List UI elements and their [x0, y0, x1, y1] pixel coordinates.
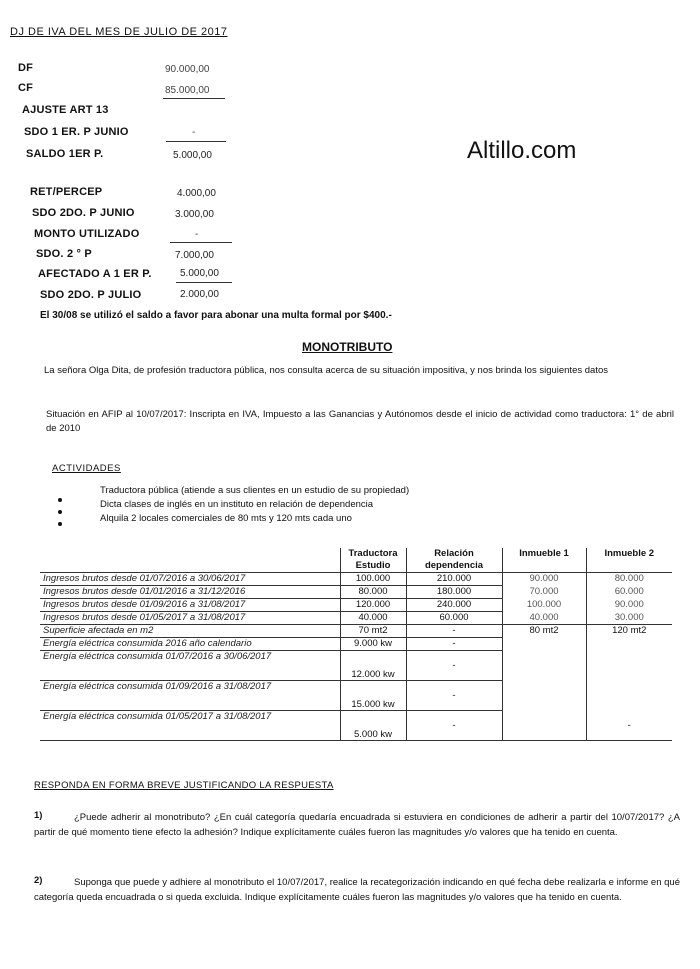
sdo-1er-underline — [166, 141, 226, 142]
multa-note: El 30/08 se utilizó el saldo a favor para abonar una multa formal por $400.- — [40, 310, 392, 321]
watermark-text: Altillo.com — [467, 137, 577, 164]
question-2-number: 2) — [34, 875, 43, 886]
ret-percep-label: RET/PERCEP — [30, 186, 103, 198]
header-relacion: Relación dependencia — [406, 548, 502, 573]
sdo-2do-junio-label: SDO 2DO. P JUNIO — [32, 207, 135, 219]
cf-value: 85.000,00 — [165, 85, 210, 96]
table-row: Energía eléctrica consumida 01/09/2016 a 31/08/2017 15.000 kw - — [40, 681, 672, 711]
ret-percep-value: 4.000,00 — [177, 188, 216, 199]
table-row: Superficie afectada en m2 70 mt2 - 80 mt2 120 mt2 — [40, 625, 672, 638]
sdo-2do-julio-value: 2.000,00 — [180, 289, 219, 300]
table-row: Ingresos brutos desde 01/01/2016 a 31/12/2016 80.000 180.000 70.000 60.000 — [40, 586, 672, 599]
bullet-icon — [58, 498, 62, 502]
section-title: MONOTRIBUTO — [302, 340, 393, 354]
saldo-1er-label: SALDO 1ER P. — [26, 148, 104, 160]
df-value: 90.000,00 — [165, 64, 210, 75]
bullet-icon — [58, 522, 62, 526]
intro-paragraph-2: Situación en AFIP al 10/07/2017: Inscripta en IVA, Impuesto a las Ganancias y Autónomos desde el inicio de actividad como traductora: 1° de abril de 2010 — [46, 409, 674, 434]
cf-underline — [163, 98, 225, 99]
sdo-2do-junio-value: 3.000,00 — [175, 209, 214, 220]
question-1-number: 1) — [34, 810, 43, 821]
df-label: DF — [18, 62, 34, 74]
table-row: Energía eléctrica consumida 01/05/2017 a 31/08/2017 5.000 kw - - — [40, 711, 672, 741]
saldo-1er-value: 5.000,00 — [173, 150, 212, 161]
activities-title: ACTIVIDADES — [52, 463, 121, 474]
monto-utilizado-value: - — [195, 229, 199, 240]
table-row: Ingresos brutos desde 01/09/2016 a 31/08/2017 120.000 240.000 100.000 90.000 — [40, 599, 672, 612]
sdo-2do-julio-label: SDO 2DO. P JULIO — [40, 289, 142, 301]
afectado-label: AFECTADO A 1 ER P. — [38, 268, 152, 280]
ajuste-label: AJUSTE ART 13 — [22, 104, 109, 116]
header-inmueble-2: Inmueble 2 — [586, 548, 672, 573]
afectado-value: 5.000,00 — [180, 268, 219, 279]
table-row: Energía eléctrica consumida 01/07/2016 a 30/06/2017 12.000 kw - — [40, 651, 672, 681]
activity-item-3: Alquila 2 locales comerciales de 80 mts y 120 mts cada uno — [100, 513, 352, 524]
header-inmueble-1: Inmueble 1 — [502, 548, 586, 573]
table-row: Ingresos brutos desde 01/07/2016 a 30/06/2017 100.000 210.000 90.000 80.000 — [40, 573, 672, 586]
document-title: DJ DE IVA DEL MES DE JULIO DE 2017 — [10, 26, 228, 38]
afectado-underline — [176, 282, 232, 283]
sdo-2p-label: SDO. 2 ° P — [36, 248, 92, 260]
activity-item-2: Dicta clases de inglés en un instituto en relación de dependencia — [100, 499, 374, 510]
activity-item-1: Traductora pública (atiende a sus clientes en un estudio de su propiedad) — [100, 485, 410, 496]
sdo-1er-junio-value: - — [192, 127, 196, 138]
table-row: Energía eléctrica consumida 2016 año calendario 9.000 kw - — [40, 638, 672, 651]
intro-paragraph-1: La señora Olga Dita, de profesión traductora pública, nos consulta acerca de su situación impositiva, y nos brinda los siguientes datos — [44, 365, 608, 376]
question-1-text: ¿Puede adherir al monotributo? ¿En cuál categoría quedaría encuadrada si estuviera en condiciones de adherir a partir del 10/07/2017? ¿A partir de qué momento tiene efecto la adhesión? Indique explícitamente cuáles fueron las magnitudes y/o valores que ha tenido en cuenta. — [34, 812, 680, 838]
monto-utilizado-label: MONTO UTILIZADO — [34, 228, 140, 240]
table-header-row — [40, 548, 672, 573]
questions-title: RESPONDA EN FORMA BREVE JUSTIFICANDO LA RESPUESTA — [34, 780, 334, 791]
bullet-icon — [58, 510, 62, 514]
header-traductora: Traductora Estudio — [340, 548, 406, 573]
sdo-1er-junio-label: SDO 1 ER. P JUNIO — [24, 126, 129, 138]
sdo-2p-value: 7.000,00 — [175, 250, 214, 261]
table-row: Ingresos brutos desde 01/05/2017 a 31/08/2017 40.000 60.000 40.000 30.000 — [40, 612, 672, 625]
cf-label: CF — [18, 82, 34, 94]
question-2-text: Suponga que puede y adhiere al monotributo el 10/07/2017, realice la recategorización indicando en qué fecha debe realizarla e informe en qué categoría queda encuadrada o si queda excluida. Indique explícitamente cuáles fueron las magnitudes y/o valores que ha tenido en cuenta. — [34, 877, 680, 903]
income-table — [40, 548, 672, 741]
monto-underline — [170, 242, 232, 243]
